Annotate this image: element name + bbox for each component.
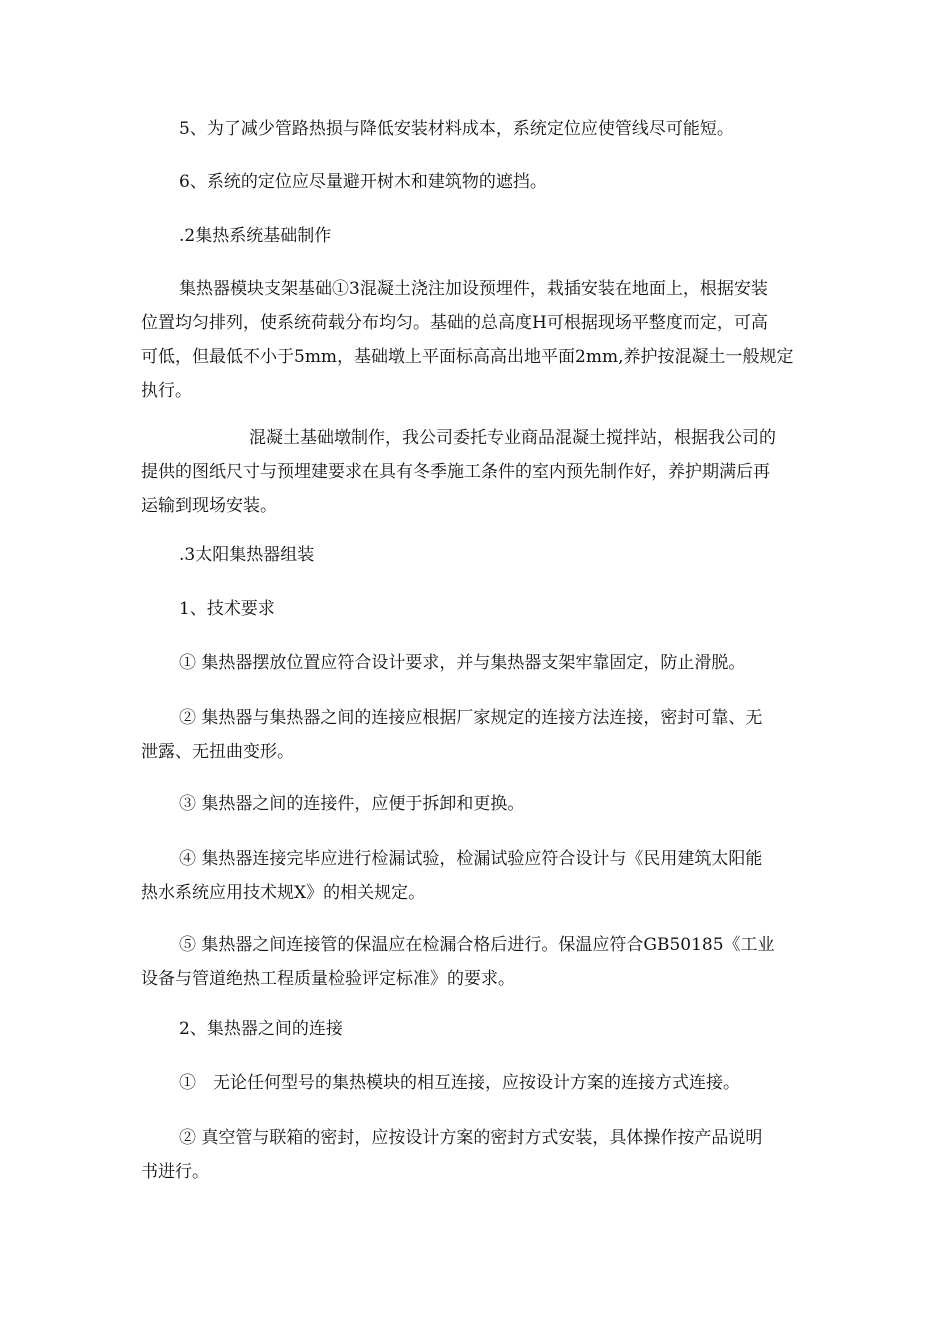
paragraph-line: 设备与管道绝热工程质量检验评定标准》的要求。 (141, 969, 515, 989)
paragraph-line: 运输到现场安装。 (141, 496, 277, 516)
paragraph-text: 5、为了减少管路热损与降低安装材料成本，系统定位应使管线尽可能短。 (179, 119, 734, 139)
paragraph-concrete-piers (141, 421, 817, 523)
paragraph-item-5 (141, 112, 817, 146)
paragraph-foundation-body (141, 272, 817, 408)
list-item-1 (141, 646, 817, 680)
paragraph-line: ④ 集热器连接完毕应进行检漏试验，检漏试验应符合设计与《民用建筑太阳能 (179, 849, 763, 869)
paragraph-line: 泄露、无扭曲变形。 (141, 742, 294, 762)
paragraph-line: 书进行。 (141, 1162, 209, 1182)
list-item-5 (141, 928, 817, 996)
section-heading-text: .2集热系统基础制作 (179, 226, 332, 246)
connection-item-2 (141, 1121, 817, 1189)
list-item-2 (141, 701, 817, 769)
paragraph-line: 混凝土基础墩制作，我公司委托专业商品混凝土搅拌站，根据我公司的 (249, 428, 776, 448)
list-item-4 (141, 842, 817, 910)
paragraph-line: ⑤ 集热器之间连接管的保温应在检漏合格后进行。保温应符合GB50185《工业 (179, 935, 775, 955)
list-item-text: ① 集热器摆放位置应符合设计要求，并与集热器支架牢靠固定，防止滑脱。 (179, 653, 746, 673)
list-item-text: ① 无论任何型号的集热模块的相互连接，应按设计方案的连接方式连接。 (179, 1073, 740, 1093)
paragraph-line: 集热器模块支架基础①3混凝土浇注加设预埋件，栽插安装在地面上，根据安装 (179, 279, 768, 299)
subheading-collector-connection (141, 1012, 817, 1046)
paragraph-text: 6、系统的定位应尽量避开树木和建筑物的遮挡。 (179, 172, 547, 192)
connection-item-1 (141, 1066, 817, 1100)
paragraph-item-6 (141, 165, 817, 199)
paragraph-line: ② 真空管与联箱的密封，应按设计方案的密封方式安装，具体操作按产品说明 (179, 1128, 763, 1148)
section-heading-assembly (141, 538, 817, 572)
paragraph-line: 可低，但最低不小于5mm，基础墩上平面标高高出地平面2mm,养护按混凝土一般规定 (141, 347, 794, 367)
paragraph-line: 执行。 (141, 381, 192, 401)
list-item-text: ③ 集热器之间的连接件，应便于拆卸和更换。 (179, 794, 525, 814)
subheading-text: 1、技术要求 (179, 599, 275, 619)
paragraph-line: 位置均匀排列，使系统荷载分布均匀。基础的总高度H可根据现场平整度而定，可高 (141, 313, 768, 333)
section-heading-foundation (141, 219, 817, 253)
section-heading-text: .3太阳集热器组装 (179, 545, 315, 565)
paragraph-line: ② 集热器与集热器之间的连接应根据厂家规定的连接方法连接，密封可靠、无 (179, 708, 763, 728)
paragraph-line: 热水系统应用技术规X》的相关规定。 (141, 883, 426, 903)
paragraph-line: 提供的图纸尺寸与预埋建要求在具有冬季施工条件的室内预先制作好，养护期满后再 (141, 462, 770, 482)
list-item-3 (141, 787, 817, 821)
subheading-technical-requirements (141, 592, 817, 626)
subheading-text: 2、集热器之间的连接 (179, 1019, 343, 1039)
